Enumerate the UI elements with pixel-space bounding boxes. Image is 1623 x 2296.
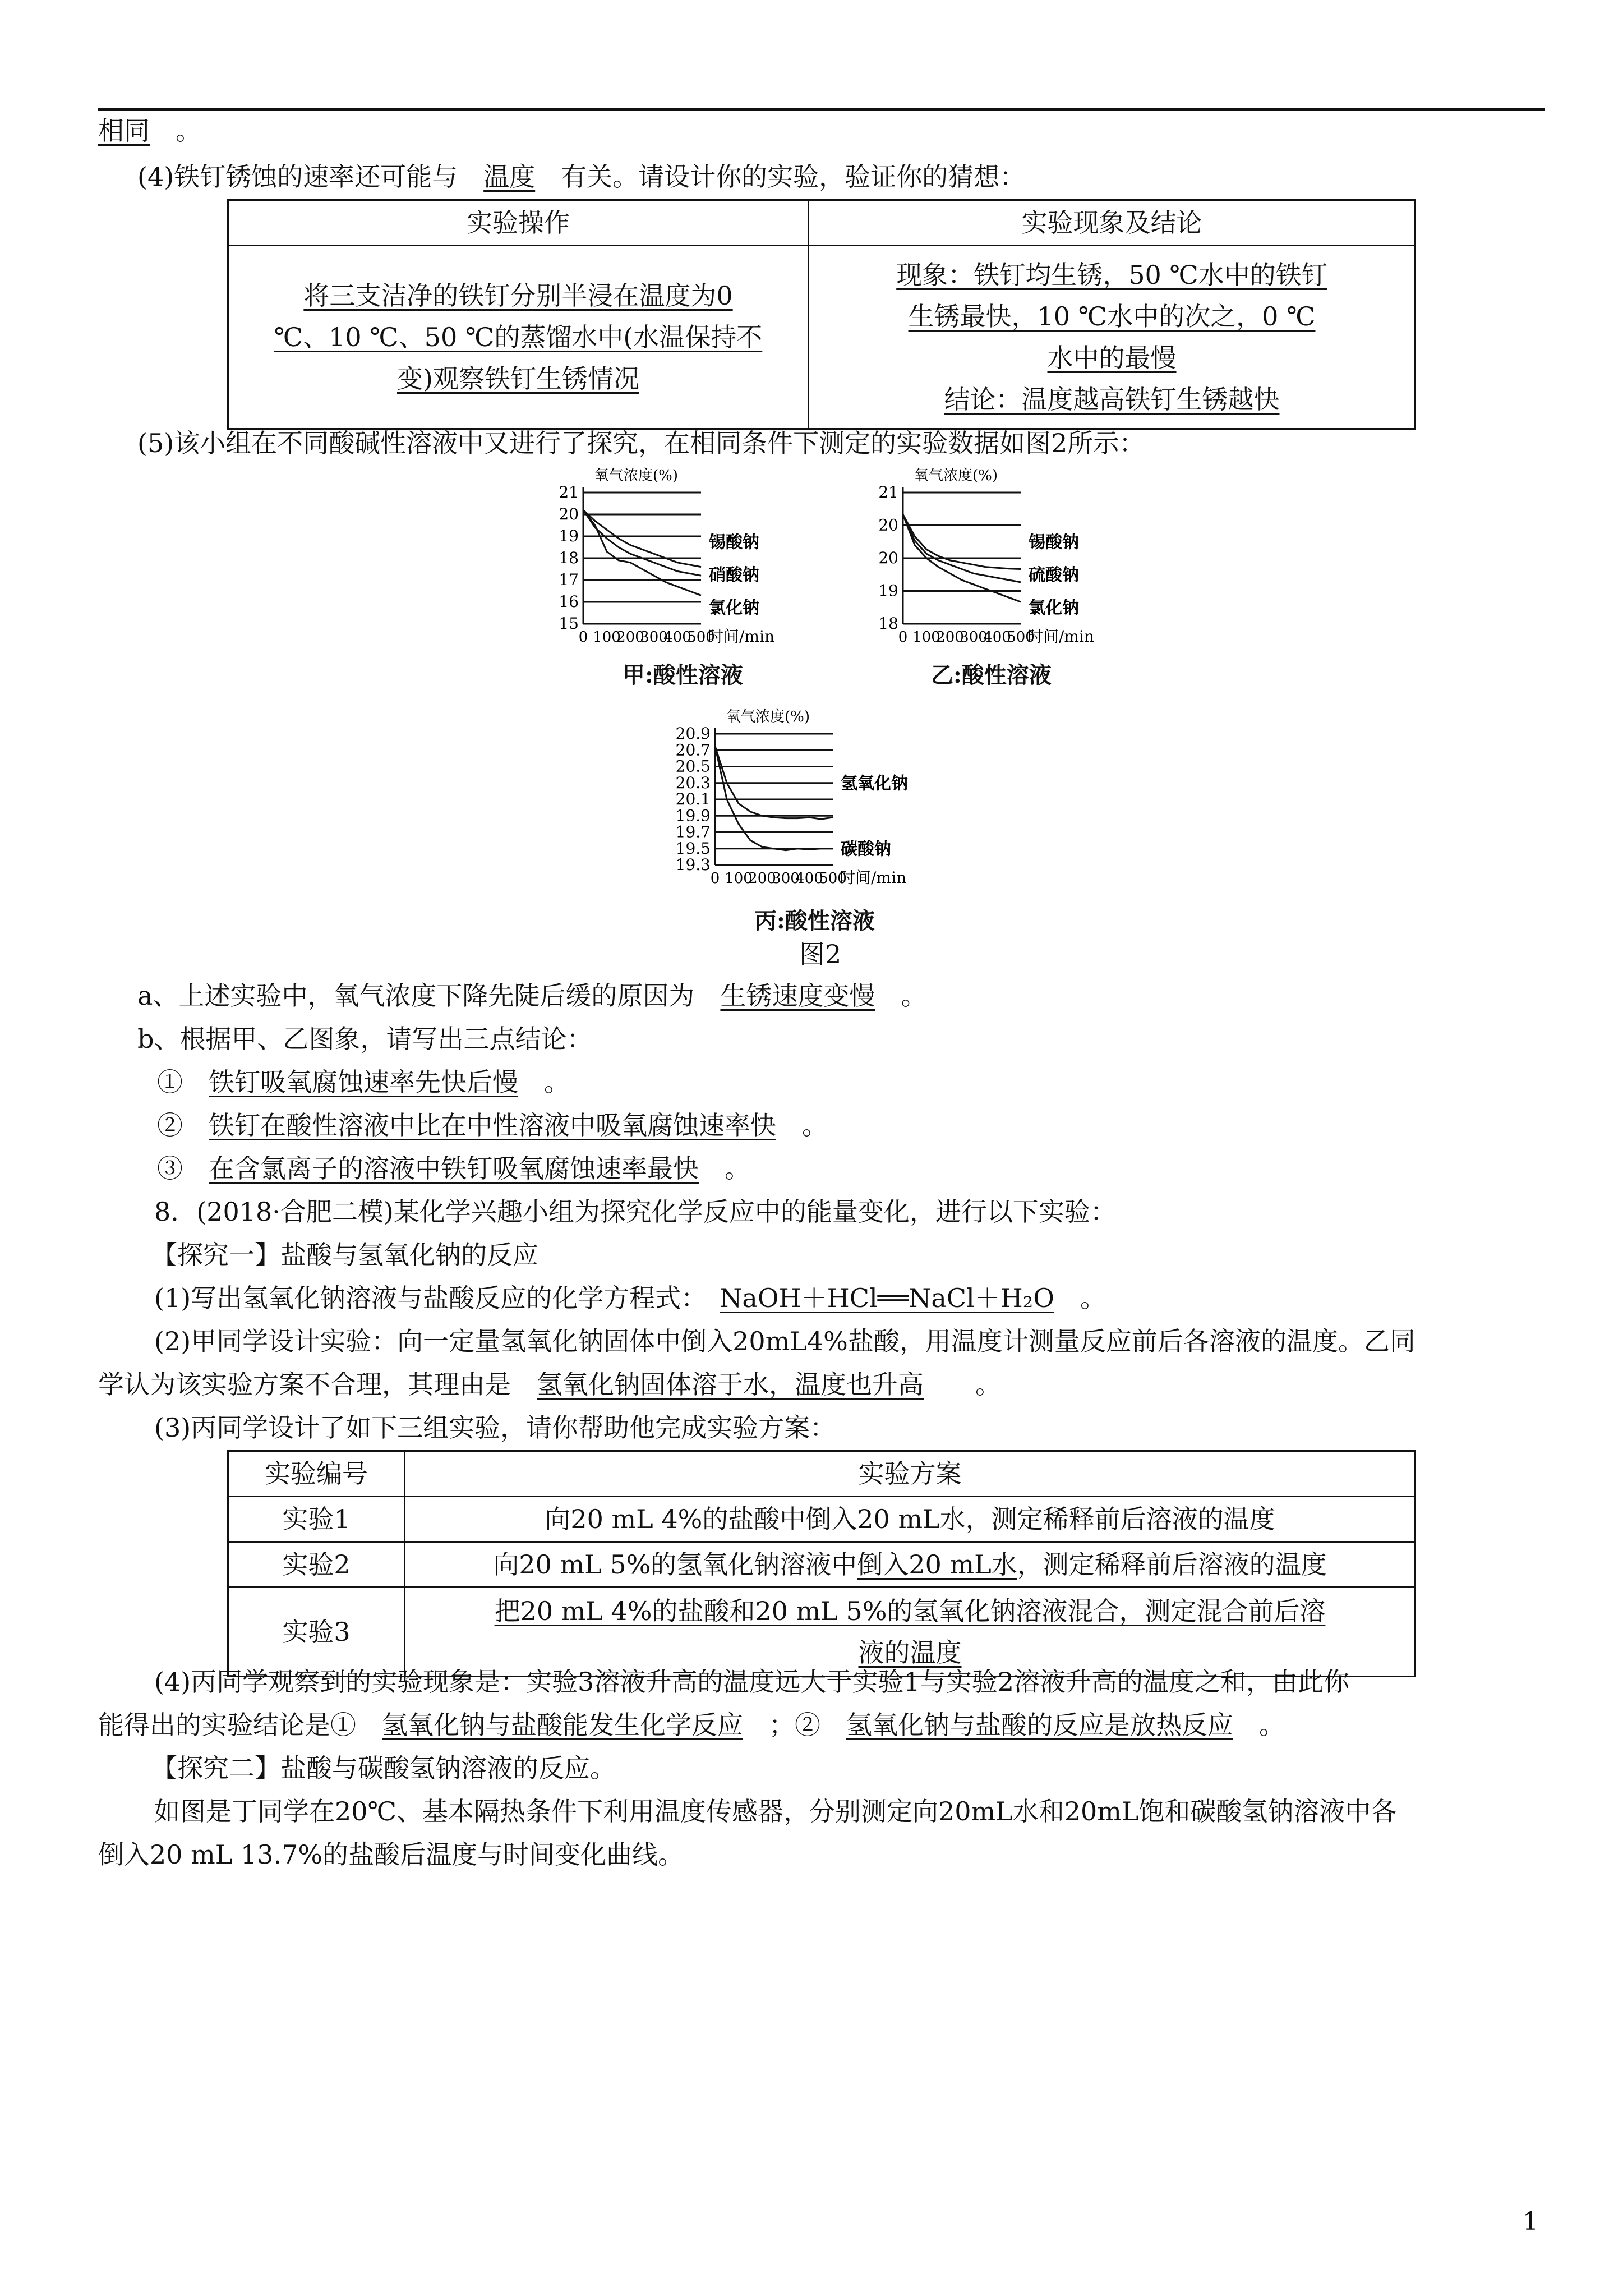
table-cell-id: 实验2 — [228, 1542, 405, 1588]
y-tick-label: 21 — [878, 483, 898, 501]
table-header: 实验操作 — [228, 200, 809, 246]
x-tick-label: 0 — [578, 629, 588, 646]
y-tick-label: 20.9 — [675, 724, 711, 743]
y-tick-label: 19.5 — [675, 839, 711, 858]
step-2-line-1: (2)甲同学设计实验：向一定量氢氧化钠固体中倒入20mL4%盐酸，用温度计测量反应前后各溶液的温度。乙同 — [154, 1326, 1415, 1356]
marker: ① — [157, 1067, 183, 1097]
series-label: 硫酸钠 — [1029, 565, 1079, 585]
text: 能得出的实验结论是① — [98, 1710, 356, 1740]
y-tick-label: 18 — [559, 549, 579, 567]
answer-blank: 氢氧化钠与盐酸能发生化学反应 — [382, 1710, 743, 1740]
marker: ③ — [157, 1153, 183, 1184]
y-tick-label: 19 — [559, 527, 579, 545]
answer-blank: 相同 — [98, 116, 150, 146]
conclusion-2 — [157, 1108, 828, 1142]
y-tick-label: 15 — [559, 614, 579, 633]
step-4-line-1: (4)丙同学观察到的实验现象是：实验3溶液升高的温度远大于实验1与实验2溶液升高的温度之和，由此你 — [154, 1667, 1349, 1697]
x-tick-label: 300 — [960, 629, 988, 646]
y-tick-label: 20 — [878, 516, 898, 535]
answer-blank: NaOH＋HCl══NaCl＋H₂O — [720, 1283, 1054, 1313]
question-4-line — [137, 160, 1025, 194]
chart-svg — [533, 460, 847, 651]
x-tick-label: 500 — [819, 870, 847, 887]
text: 。 — [1259, 1710, 1285, 1740]
text-line-1 — [98, 114, 201, 148]
y-tick-label: 19.9 — [675, 806, 711, 825]
answer-line: ℃、10 ℃、50 ℃的蒸馏水中(水温保持不 — [274, 322, 763, 352]
chart-svg — [852, 460, 1166, 651]
chart-caption: 丙:酸性溶液 — [754, 908, 875, 934]
conclusion-3 — [157, 1152, 750, 1185]
text: (1)写出氢氧化钠溶液与盐酸反应的化学方程式： — [154, 1283, 694, 1313]
answer-blank: 温度 — [483, 162, 536, 192]
text: 。 — [544, 1067, 570, 1097]
x-tick-label: 100 — [593, 629, 621, 646]
answer-line: 液的温度 — [858, 1637, 962, 1668]
table-header: 实验现象及结论 — [809, 200, 1415, 246]
series-label: 氢氧化钠 — [841, 774, 908, 794]
text: 。 — [176, 116, 201, 146]
y-tick-label: 20 — [878, 549, 898, 567]
x-tick-label: 400 — [983, 629, 1011, 646]
table-cell-plan: 向20 mL 4%的盐酸中倒入20 mL水，测定稀释前后溶液的温度 — [405, 1497, 1415, 1542]
y-tick-label: 20.7 — [675, 740, 711, 760]
series-label: 硝酸钠 — [709, 565, 759, 585]
text: 。 — [975, 1369, 1001, 1400]
answer-line: 生锈最快，10 ℃水中的次之，0 ℃ — [908, 301, 1316, 332]
y-axis-title: 氧气浓度(%) — [914, 467, 998, 484]
question-8-title: 8．(2018·合肥二模)某化学兴趣小组为探究化学反应中的能量变化，进行以下实验： — [154, 1197, 1116, 1227]
answer-line: 水中的最慢 — [1047, 343, 1177, 373]
series-line — [903, 514, 1021, 569]
y-tick-label: 17 — [559, 570, 579, 589]
series-label: 氯化钠 — [1029, 598, 1079, 618]
answer-line: 将三支洁净的铁钉分别半浸在温度为0 — [303, 280, 733, 311]
x-tick-label: 0 — [898, 629, 908, 646]
chart-svg — [665, 701, 990, 892]
x-tick-label: 500 — [1007, 629, 1035, 646]
y-tick-label: 19.3 — [675, 855, 711, 874]
series-line — [715, 746, 833, 850]
x-tick-label: 200 — [748, 870, 776, 887]
answer-blank: 铁钉吸氧腐蚀速率先快后慢 — [209, 1067, 518, 1097]
text: 。 — [901, 981, 927, 1011]
y-tick-label: 16 — [559, 592, 579, 611]
table-header: 实验方案 — [405, 1451, 1415, 1497]
subquestion-b: b、根据甲、乙图象，请写出三点结论： — [137, 1024, 593, 1054]
page-number: 1 — [1523, 2207, 1538, 2236]
step-1 — [154, 1281, 1106, 1315]
table-cell-result — [809, 246, 1415, 429]
series-label: 碳酸钠 — [841, 839, 891, 859]
chart-acidic-c — [665, 701, 990, 892]
answer-blank: 铁钉在酸性溶液中比在中性溶液中吸氧腐蚀速率快 — [209, 1110, 776, 1140]
section-heading-1: 【探究一】盐酸与氢氧化钠的反应 — [151, 1240, 538, 1270]
text: 。 — [1080, 1283, 1106, 1313]
y-tick-label: 20.5 — [675, 757, 711, 776]
marker: ② — [157, 1110, 183, 1140]
x-tick-label: 200 — [936, 629, 964, 646]
text: 学认为该实验方案不合理，其理由是 — [98, 1369, 511, 1400]
series-label: 锡酸钠 — [1029, 532, 1079, 553]
text: 。 — [725, 1153, 750, 1184]
chart-acidic-a — [533, 460, 847, 651]
subquestion-a — [137, 979, 926, 1013]
answer-blank: 氢氧化钠固体溶于水，温度也升高 — [537, 1369, 924, 1400]
section-heading-2: 【探究二】盐酸与碳酸氢钠溶液的反应。 — [151, 1753, 616, 1783]
conclusion-1 — [157, 1065, 570, 1099]
y-axis-title: 氧气浓度(%) — [726, 708, 810, 725]
answer-blank: 生锈速度变慢 — [720, 981, 875, 1011]
y-tick-label: 21 — [559, 483, 579, 501]
x-tick-label: 400 — [795, 870, 823, 887]
text: 向20 mL 5%的氢氧化钠溶液中 — [493, 1549, 857, 1580]
chart-acidic-b — [852, 460, 1166, 651]
table-cell-id: 实验1 — [228, 1497, 405, 1542]
text: 有关。请设计你的实验，验证你的猜想： — [561, 162, 1026, 192]
y-tick-label: 19.7 — [675, 822, 711, 841]
step-2-line-2 — [98, 1368, 1001, 1401]
series-line — [583, 510, 701, 595]
answer-line: 变)观察铁钉生锈情况 — [397, 364, 639, 394]
table-cell-plan — [405, 1588, 1415, 1677]
series-label: 氯化钠 — [709, 598, 759, 618]
question-5-line: (5)该小组在不同酸碱性溶液中又进行了探究，在相同条件下测定的实验数据如图2所示： — [137, 428, 1145, 458]
x-tick-label: 100 — [912, 629, 940, 646]
text: a、上述实验中，氧气浓度下降先陡后缓的原因为 — [137, 981, 695, 1011]
y-axis-title: 氧气浓度(%) — [594, 467, 678, 484]
x-tick-label: 400 — [663, 629, 691, 646]
answer-line: 结论：温度越高铁钉生锈越快 — [944, 384, 1280, 415]
x-tick-label: 0 — [710, 870, 720, 887]
table-cell-plan — [405, 1542, 1415, 1588]
y-tick-label: 18 — [878, 614, 898, 633]
figure-label: 图2 — [799, 939, 842, 969]
text: ；② — [769, 1710, 820, 1740]
answer-blank: 倒入20 mL水 — [857, 1549, 1017, 1580]
text: (4)铁钉锈蚀的速率还可能与 — [137, 162, 458, 192]
table-cell-operation — [228, 246, 809, 429]
experiment-table-2 — [227, 1450, 1416, 1677]
x-tick-label: 200 — [616, 629, 644, 646]
answer-blank: 氢氧化钠与盐酸的反应是放热反应 — [846, 1710, 1233, 1740]
series-line — [583, 510, 701, 576]
x-tick-label: 500 — [687, 629, 715, 646]
chart-caption: 甲:酸性溶液 — [623, 662, 743, 688]
table-cell-id: 实验3 — [228, 1588, 405, 1677]
experiment-table-1 — [227, 199, 1416, 430]
chart-caption: 乙:酸性溶液 — [931, 662, 1052, 688]
table-header: 实验编号 — [228, 1451, 405, 1497]
x-tick-label: 300 — [772, 870, 800, 887]
series-label: 锡酸钠 — [709, 532, 759, 553]
answer-blank: 在含氯离子的溶液中铁钉吸氧腐蚀速率最快 — [209, 1153, 699, 1184]
step-4-line-2 — [98, 1708, 1285, 1742]
x-axis-title: 时间/min — [840, 868, 906, 887]
x-axis-title: 时间/min — [708, 627, 774, 646]
answer-line: 现象：铁钉均生锈，50 ℃水中的铁钉 — [896, 260, 1327, 290]
text: 。 — [802, 1110, 828, 1140]
step-3: (3)丙同学设计了如下三组实验，请你帮助他完成实验方案： — [154, 1412, 836, 1443]
text: ，测定稀释前后溶液的温度 — [1017, 1549, 1327, 1580]
x-tick-label: 300 — [640, 629, 668, 646]
header-rule — [98, 108, 1545, 111]
x-axis-title: 时间/min — [1027, 627, 1094, 646]
y-tick-label: 19 — [878, 581, 898, 600]
y-tick-label: 20.3 — [675, 773, 711, 792]
paragraph-line-2: 倒入20 mL 13.7%的盐酸后温度与时间变化曲线。 — [98, 1839, 684, 1870]
x-tick-label: 100 — [725, 870, 753, 887]
y-tick-label: 20.1 — [675, 790, 711, 808]
y-tick-label: 20 — [559, 505, 579, 523]
paragraph-line-1: 如图是丁同学在20℃、基本隔热条件下利用温度传感器，分别测定向20mL水和20mL饱和碳酸氢钠溶液中各 — [154, 1796, 1397, 1826]
answer-line: 把20 mL 4%的盐酸和20 mL 5%的氢氧化钠溶液混合，测定混合前后溶 — [494, 1596, 1326, 1626]
